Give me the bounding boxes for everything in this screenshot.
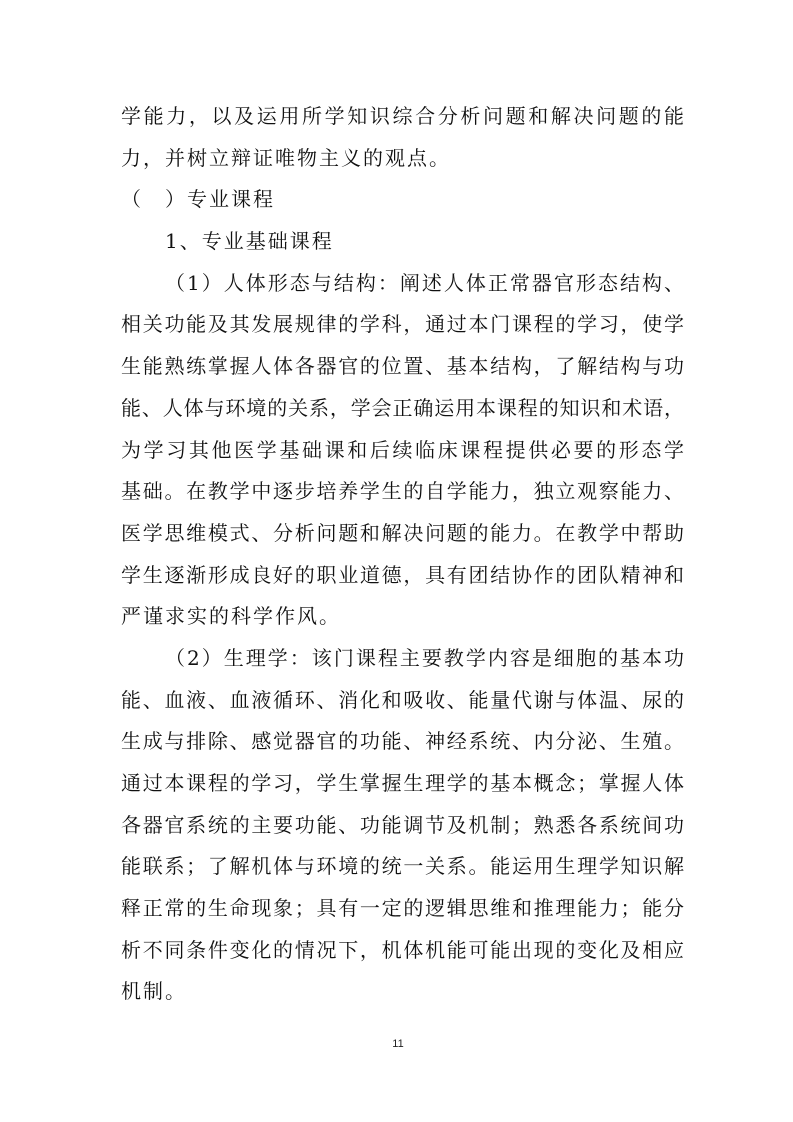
text-line: 释正常的生命现象；具有一定的逻辑思维和推理能力；能分	[121, 896, 684, 921]
text-line: 基础。在教学中逐步培养学生的自学能力，独立观察能力、	[121, 479, 684, 504]
text-line: 为学习其他医学基础课和后续临床课程提供必要的形态学	[121, 437, 684, 462]
text-line: 能联系；了解机体与环境的统一关系。能运用生理学知识解	[121, 854, 684, 879]
text-line: 力，并树立辩证唯物主义的观点。	[121, 145, 451, 170]
body-text	[121, 96, 684, 1013]
text-line: 医学思维模式、分析问题和解决问题的能力。在教学中帮助	[121, 520, 684, 545]
text-line: 生能熟练掌握人体各器官的位置、基本结构，了解结构与功	[121, 354, 684, 379]
text-line: 各器官系统的主要功能、功能调节及机制；熟悉各系统间功	[121, 812, 684, 837]
text-line: 生成与排除、感觉器官的功能、神经系统、内分泌、生殖。	[121, 729, 684, 754]
text-line: （1）人体形态与结构：阐述人体正常器官形态结构、	[165, 270, 684, 295]
page-number: 11	[392, 1038, 404, 1050]
subsection-heading: 1、专业基础课程	[165, 229, 334, 254]
text-line: 机制。	[121, 979, 187, 1004]
text-line: （2）生理学：该门课程主要教学内容是细胞的基本功	[165, 645, 684, 670]
text-line: 析不同条件变化的情况下，机体机能可能出现的变化及相应	[121, 937, 684, 962]
text-line: 能、血液、血液循环、消化和吸收、能量代谢与体温、尿的	[121, 687, 684, 712]
text-line: 学能力，以及运用所学知识综合分析问题和解决问题的能	[121, 104, 684, 128]
text-line: 能、人体与环境的关系，学会正确运用本课程的知识和术语，	[121, 395, 684, 420]
text-line: 相关功能及其发展规律的学科，通过本门课程的学习，使学	[121, 312, 684, 337]
section-heading: （ ）专业课程	[121, 187, 275, 212]
text-line: 通过本课程的学习，学生掌握生理学的基本概念；掌握人体	[121, 771, 684, 795]
text-line: 严谨求实的科学作风。	[121, 604, 341, 629]
text-line: 学生逐渐形成良好的职业道德，具有团结协作的团队精神和	[121, 562, 684, 587]
